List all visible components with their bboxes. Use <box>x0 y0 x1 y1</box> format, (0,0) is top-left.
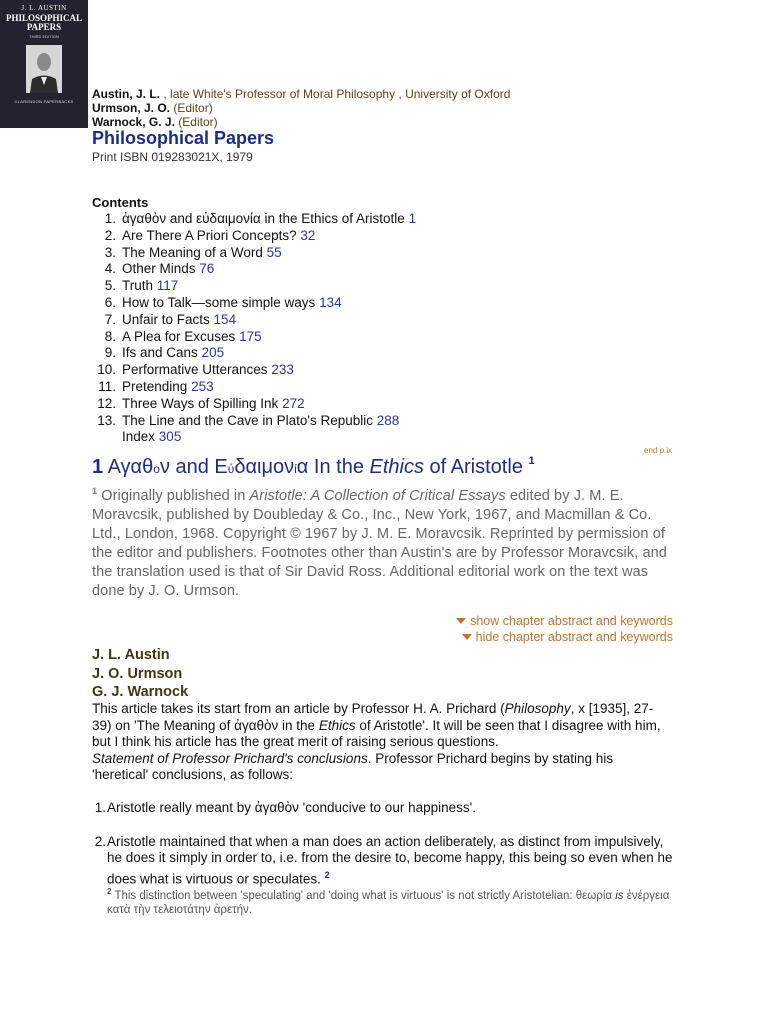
cover-publisher: CLARENDON PAPERBACKS <box>14 99 74 104</box>
toc-item[interactable]: 4. Other Minds 76 <box>104 261 215 277</box>
toc-item[interactable]: 9. Ifs and Cans 205 <box>104 345 225 361</box>
conclusions-list <box>92 800 682 888</box>
toc-page-link[interactable]: 305 <box>158 429 182 445</box>
editor-link-urmson[interactable]: Urmson, J. O. <box>92 101 171 115</box>
toc-item[interactable]: Index 305 <box>122 429 182 445</box>
toc-item[interactable]: 8. A Plea for Excuses 175 <box>104 328 262 344</box>
toc-page-link[interactable]: 55 <box>266 244 282 260</box>
toc-page-link[interactable]: 272 <box>282 395 305 411</box>
triangle-down-icon <box>456 618 466 624</box>
toc-page-link[interactable]: 1 <box>408 211 417 226</box>
chapter-title: 1 Αγαθον and Εὐδαιμονία In the Ethics of Aristotle $^1$ <box>92 455 535 478</box>
author-metadata <box>92 87 510 129</box>
toc-page-link[interactable]: 175 <box>239 328 262 344</box>
toc-item[interactable]: 5. Truth 117 <box>104 278 179 294</box>
footnote-ref[interactable]: 2 <box>324 869 330 880</box>
toc-item[interactable]: 12. Three Ways of Spilling Ink 272 <box>97 395 305 411</box>
toc-page-link[interactable]: 154 <box>213 311 237 327</box>
hide-abstract-link[interactable]: hide chapter abstract and keywords <box>462 630 673 644</box>
toc-item[interactable]: 10. Performative Utterances 233 <box>97 362 294 378</box>
contents-heading: Contents <box>92 195 149 210</box>
toc-item[interactable]: 1. ἀγαθὸν and εὐδαιμονία in the Ethics of Aristotle 1 <box>104 211 417 226</box>
chapter-authors <box>92 646 188 702</box>
page-end-marker: end p.ix <box>644 446 673 455</box>
author-line <box>92 87 510 101</box>
book-cover <box>0 0 88 128</box>
toc-item[interactable]: 13. The Line and the Cave in Plato's Republic 288 <box>97 412 400 428</box>
editor-line <box>92 101 510 115</box>
chapter-author[interactable]: J. L. Austin <box>92 647 170 663</box>
toc-page-link[interactable]: 288 <box>376 412 400 428</box>
toc-item[interactable]: 2. Are There A Priori Concepts? 32 <box>104 227 316 243</box>
cover-author: J. L. AUSTIN <box>21 4 67 12</box>
toc-page-link[interactable]: 205 <box>201 345 225 361</box>
toc-page-link[interactable]: 117 <box>156 278 179 294</box>
editor-role: (Editor) <box>173 101 213 115</box>
show-abstract-link[interactable]: show chapter abstract and keywords <box>456 614 673 628</box>
list-item: 2. Aristotle maintained that when a man does an action deliberately, as distinct from impulsively, he does it simply in order to, i.e. from the desire to, become happy, this being so even when he does what is virtuous or speculates. $^2$ <box>94 833 673 886</box>
chapter-author[interactable]: G. J. Warnock <box>92 684 189 700</box>
list-item: 1. Aristotle really meant by ἀγαθὸν 'conducive to our happiness'. <box>94 800 476 815</box>
toc-item[interactable]: 7. Unfair to Facts 154 <box>104 311 237 327</box>
cover-subtitle: THIRD EDITION <box>29 34 59 39</box>
author-portrait <box>26 45 62 93</box>
toc-page-link[interactable]: 76 <box>199 261 215 277</box>
triangle-down-icon <box>462 634 472 640</box>
toc-page-link[interactable]: 32 <box>300 227 316 243</box>
isbn-line: Print ISBN 019283021X, 1979 <box>92 150 253 164</box>
toc-item[interactable]: 11. Pretending 253 <box>98 378 214 394</box>
toc-item[interactable]: 6. How to Talk—some simple ways 134 <box>104 294 342 310</box>
footnote-2: $^2$ This distinction between 'speculating' and 'doing what is virtuous' is not strictly Aristotelian: θεωρία is ἐνέργεια κατὰ τὴν τελειοτάτην ἀρετήν. <box>107 887 670 916</box>
author-link-austin[interactable]: Austin, J. L. <box>92 87 161 101</box>
toc-page-link[interactable]: 253 <box>191 378 214 394</box>
toc-item[interactable]: 3. The Meaning of a Word 55 <box>104 244 282 260</box>
chapter-footnote: $^1$ Originally published in Aristotle: A Collection of Critical Essays edited by J. M. E. Moravcsik, published by Doubleday & Co., Inc., New York, 1967, and Macmillan & Co. Ltd., London, 1968. Copyright © 1967 by J. M. E. Moravcsik. Reprinted by permission of the editor and publishers. Footnotes other than Austin's are by Professor Moravcsik, and the translation used is that of Sir David Ross. Additional editorial work on the text was done by J. O. Urmson. <box>92 486 667 599</box>
table-of-contents <box>92 211 416 446</box>
paragraph: Statement of Professor Prichard's conclusions. Professor Prichard begins by stating his 'heretical' conclusions, as follows: <box>92 750 614 782</box>
paragraph: This article takes its start from an article by Professor H. A. Prichard (Philosophy, x [1935], 27-39) on 'The Meaning of ἀγαθὸν in the Ethics of Aristotle'. It will be seen that I disagree with him, but I think his article has the great merit of raising serious questions. <box>92 701 661 749</box>
author-affiliation: , late White's Professor of Moral Philosophy , University of Oxford <box>163 87 511 101</box>
toc-page-link[interactable]: 134 <box>319 294 342 310</box>
footnote-ref[interactable]: 1 <box>528 455 535 467</box>
chapter-author[interactable]: J. O. Urmson <box>92 665 183 682</box>
editor-line <box>92 115 510 129</box>
book-title: Philosophical Papers <box>92 128 275 148</box>
editor-role: (Editor) <box>178 115 218 129</box>
toc-page-link[interactable]: 233 <box>271 362 294 378</box>
cover-title: PHILOSOPHICAL PAPERS <box>5 13 82 32</box>
chapter-body <box>92 701 672 784</box>
editor-link-warnock[interactable]: Warnock, G. J. <box>92 115 175 129</box>
